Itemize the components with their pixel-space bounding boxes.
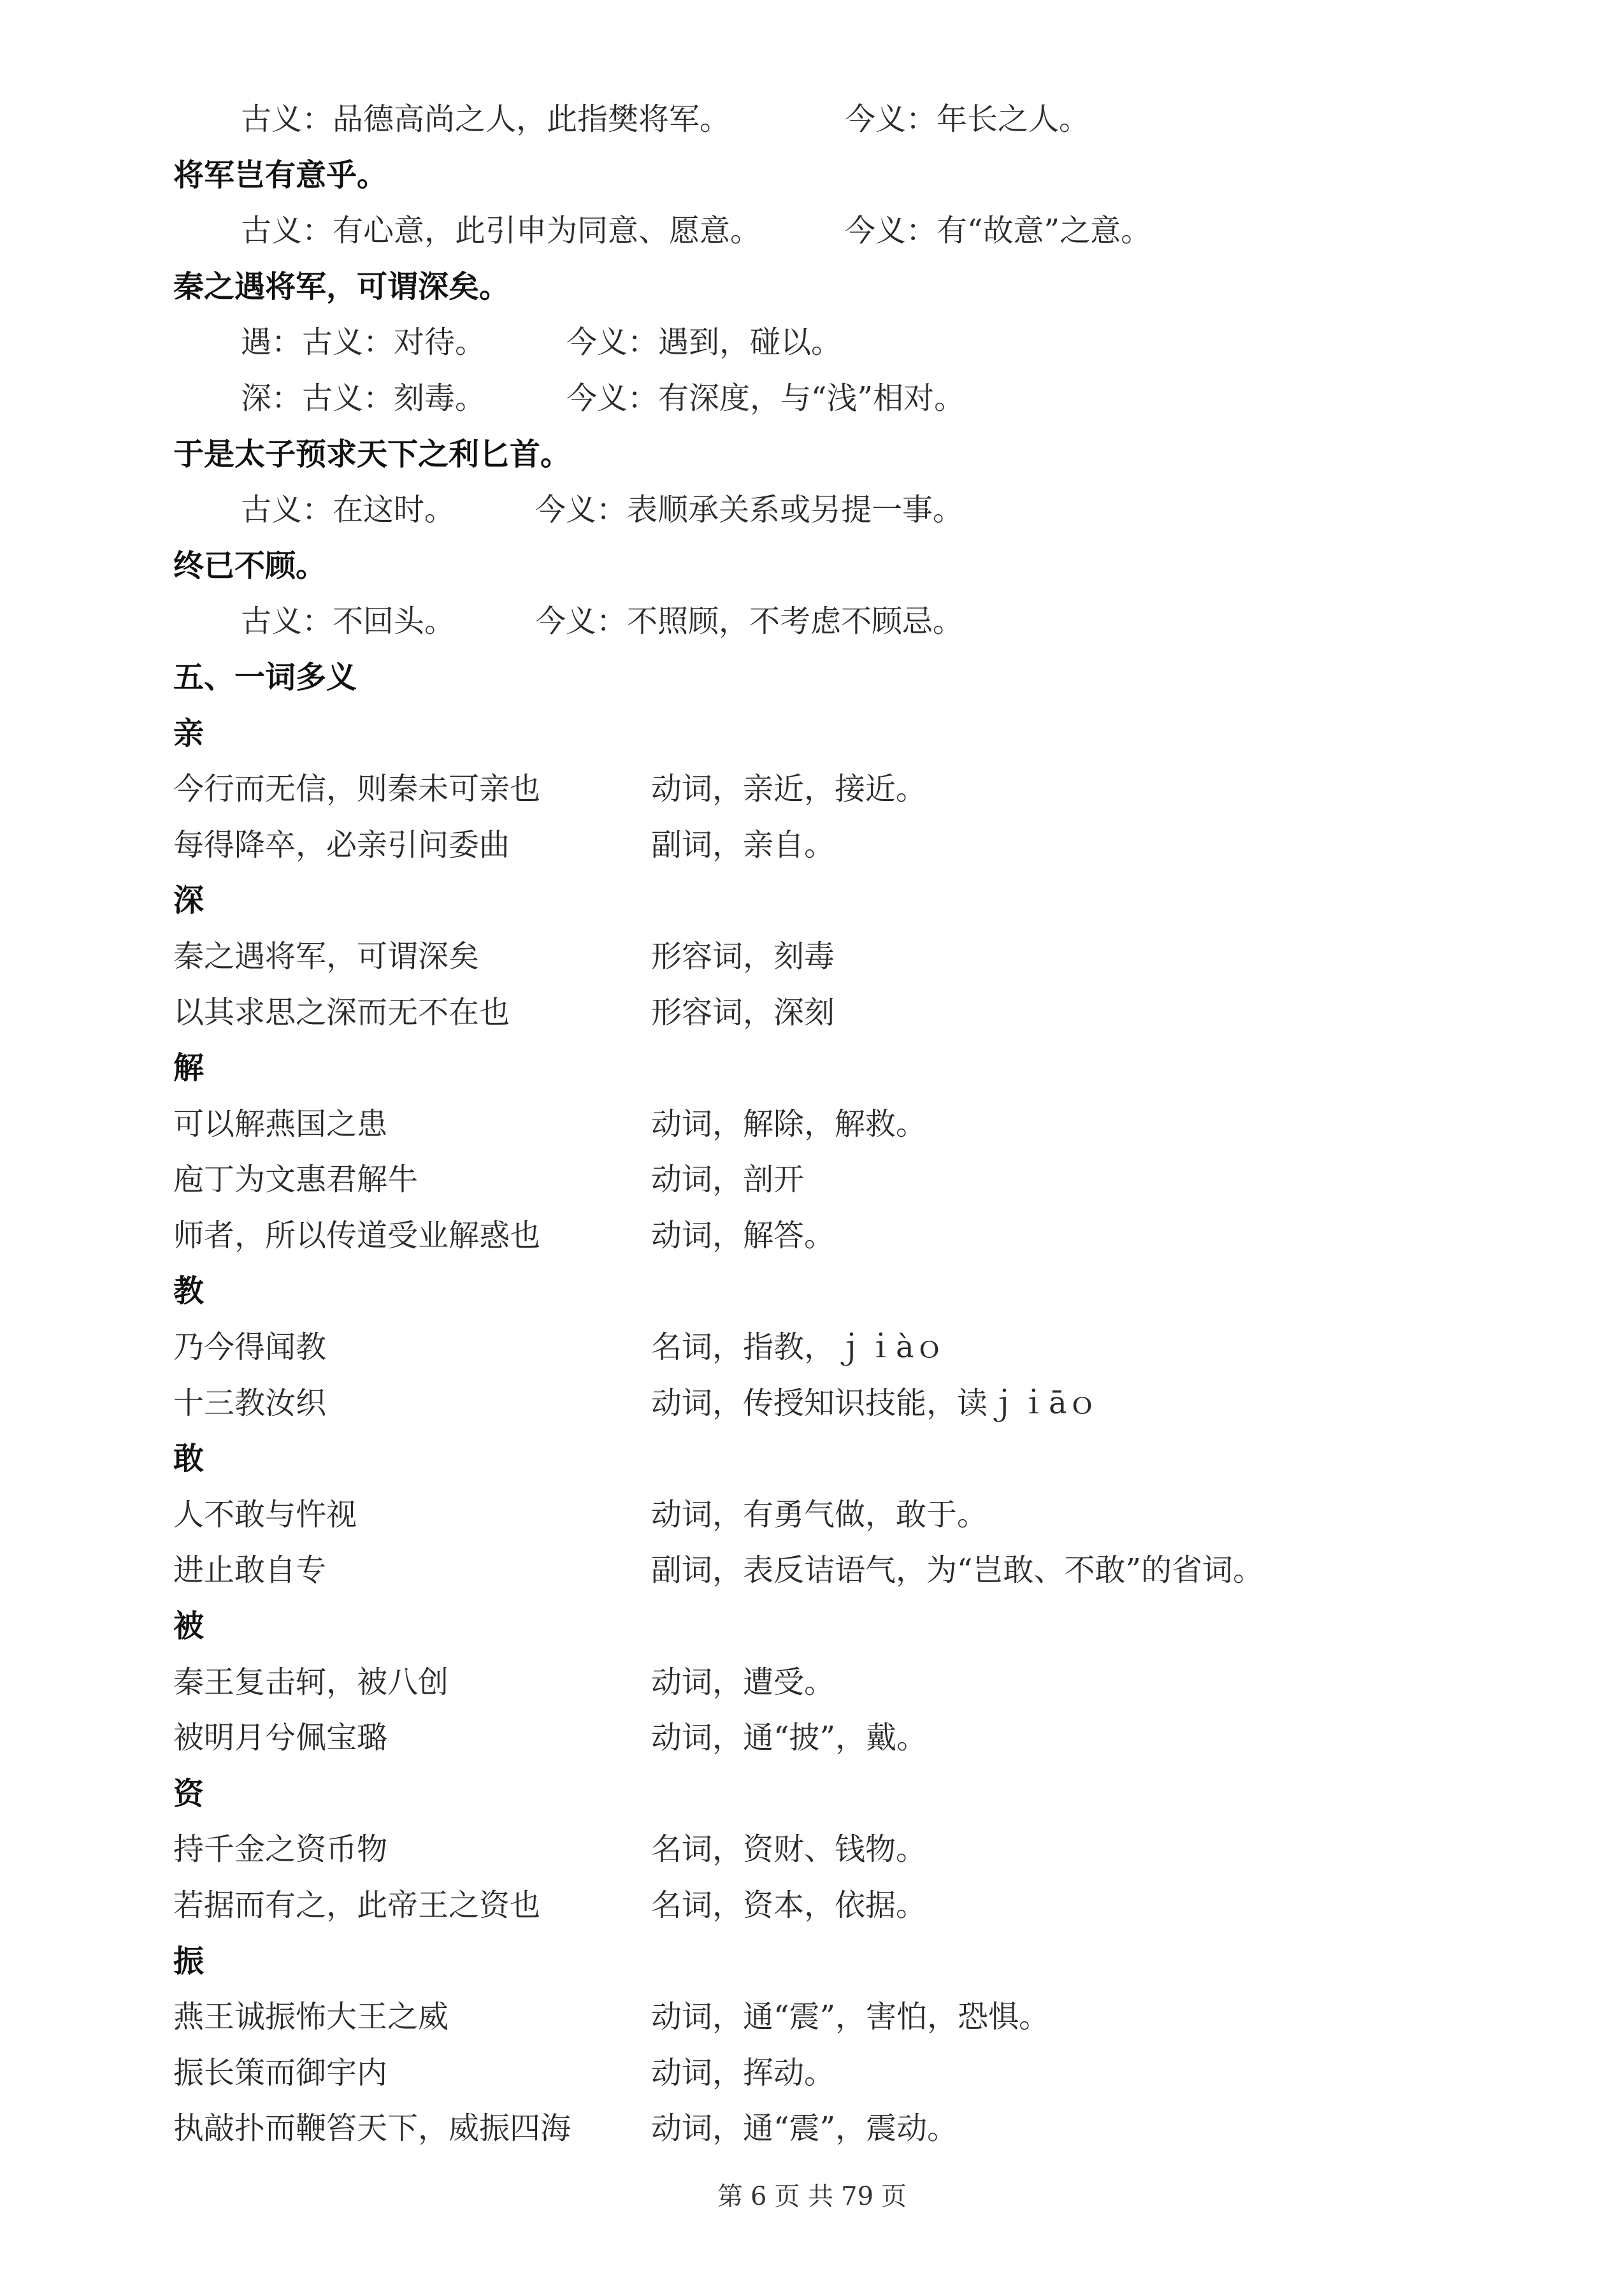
- page-prefix: 第: [717, 2182, 743, 2211]
- polysemy-example: [173, 818, 1511, 874]
- polysemy-example: [173, 1152, 1511, 1208]
- example-meaning: 动词，传授知识技能，读ｊｉāｏ: [651, 1385, 1098, 1421]
- example-meaning: 动词，解除，解救。: [651, 1106, 927, 1142]
- example-meaning: 动词，剖开: [651, 1162, 805, 1198]
- example-meaning: 名词，指教，ｊｉàｏ: [651, 1329, 945, 1366]
- page-mid: 页 共: [774, 2182, 834, 2211]
- example-meaning: 副词，亲自。: [651, 826, 835, 863]
- page-suffix: 页: [881, 2182, 907, 2211]
- polysemy-example: [173, 1376, 1511, 1432]
- polysemy-example: [173, 761, 1511, 818]
- example-meaning: 动词，通“披”，戴。: [651, 1720, 928, 1756]
- ancient-meaning: 古义：不回头。: [241, 603, 456, 640]
- document-page: [173, 92, 1511, 2157]
- example-sentence: 于是太子预求天下之利匕首。: [173, 436, 571, 472]
- example-sentence: 师者，所以传道受业解惑也: [173, 1217, 541, 1253]
- ancient-meaning: 遇：古义：对待。: [241, 324, 486, 361]
- meaning-row: [173, 203, 1511, 259]
- example-sentence: 庖丁为文惠君解牛: [173, 1162, 419, 1198]
- example-sentence: 十三教汝织: [173, 1385, 327, 1421]
- modern-meaning: 今义：有“故意”之意。: [845, 213, 1152, 249]
- example-sentence: 被明月兮佩宝璐: [173, 1720, 388, 1756]
- polysemy-example: [173, 1655, 1511, 1711]
- meaning-row: [173, 315, 1511, 371]
- example-meaning: 名词，资本，依据。: [651, 1887, 927, 1923]
- example-sentence: 每得降卒，必亲引问委曲: [173, 826, 510, 863]
- modern-meaning: 今义：不照顾，不考虑不顾忌。: [535, 603, 964, 640]
- polysemy-example: [173, 1543, 1511, 1599]
- example-meaning: 副词，表反诘语气，为“岂敢、不敢”的省词。: [651, 1552, 1264, 1589]
- example-sentence: 以其求思之深而无不在也: [173, 994, 510, 1030]
- example-sentence: 秦王复击轲，被八创: [173, 1664, 449, 1700]
- section-title: 五、一词多义: [173, 659, 357, 695]
- example-meaning: 形容词，深刻: [651, 994, 835, 1030]
- example-meaning: 动词，挥动。: [651, 2054, 835, 2091]
- polysemy-example: [173, 985, 1511, 1041]
- meaning-row: [173, 92, 1511, 148]
- example-sentence: 若据而有之，此帝王之资也: [173, 1887, 541, 1923]
- ancient-meaning: 古义：品德高尚之人，此指樊将军。: [241, 101, 731, 137]
- example-sentence: 将军岂有意乎。: [173, 157, 388, 193]
- ancient-meaning: 古义：有心意，此引申为同意、愿意。: [241, 213, 761, 249]
- example-meaning: 动词，有勇气做，敢于。: [651, 1496, 988, 1533]
- polysemy-example: [173, 1208, 1511, 1264]
- polysemy-example: [173, 929, 1511, 985]
- polysemy-example: [173, 2045, 1511, 2102]
- polysemy-example: [173, 1710, 1511, 1766]
- polysemy-example: [173, 2101, 1511, 2157]
- example-sentence: 秦之遇将军，可谓深矣: [173, 938, 480, 974]
- polysemy-example: [173, 1097, 1511, 1153]
- example-meaning: 动词，通“震”，震动。: [651, 2110, 958, 2147]
- polysemy-example: [173, 1878, 1511, 1934]
- polysemy-example: [173, 1822, 1511, 1878]
- polysemy-word: 教: [173, 1273, 205, 1309]
- example-sentence: 持千金之资币物: [173, 1831, 388, 1868]
- example-sentence: 乃今得闻教: [173, 1329, 327, 1366]
- page-total: 79: [841, 2182, 874, 2211]
- modern-meaning: 今义：年长之人。: [845, 101, 1090, 137]
- meaning-row: [173, 594, 1511, 650]
- ancient-meaning: 古义：在这时。: [241, 492, 456, 528]
- polysemy-word: 振: [173, 1943, 205, 1979]
- polysemy-word: 资: [173, 1775, 205, 1812]
- page-footer: [0, 2179, 1624, 2214]
- example-sentence: 进止敢自专: [173, 1552, 327, 1589]
- polysemy-word: 深: [173, 883, 205, 919]
- polysemy-word: 解: [173, 1050, 205, 1086]
- modern-meaning: 今义：表顺承关系或另提一事。: [535, 492, 964, 528]
- example-meaning: 名词，资财、钱物。: [651, 1831, 927, 1868]
- example-sentence: 人不敢与忤视: [173, 1496, 357, 1533]
- example-meaning: 动词，遭受。: [651, 1664, 835, 1700]
- meaning-row: [173, 482, 1511, 538]
- polysemy-example: [173, 1989, 1511, 2045]
- example-meaning: 形容词，刻毒: [651, 938, 835, 974]
- ancient-meaning: 深：古义：刻毒。: [241, 380, 486, 416]
- example-sentence: 秦之遇将军，可谓深矣。: [173, 268, 510, 305]
- modern-meaning: 今义：有深度，与“浅”相对。: [566, 380, 965, 416]
- example-meaning: 动词，亲近，接近。: [651, 771, 927, 807]
- example-meaning: 动词，通“震”，害怕，恐惧。: [651, 1999, 1050, 2035]
- example-sentence: 今行而无信，则秦未可亲也: [173, 771, 541, 807]
- example-sentence: 振长策而御宇内: [173, 2054, 388, 2091]
- example-sentence: 可以解燕国之患: [173, 1106, 388, 1142]
- polysemy-example: [173, 1320, 1511, 1376]
- example-sentence: 终已不顾。: [173, 547, 327, 584]
- example-sentence: 执敲扑而鞭笞天下，威振四海: [173, 2110, 571, 2147]
- polysemy-example: [173, 1487, 1511, 1543]
- modern-meaning: 今义：遇到，碰以。: [566, 324, 842, 361]
- polysemy-word: 敢: [173, 1441, 205, 1477]
- polysemy-word: 亲: [173, 715, 205, 751]
- example-sentence: 燕王诚振怖大王之威: [173, 1999, 449, 2035]
- polysemy-word: 被: [173, 1608, 205, 1645]
- meaning-row: [173, 371, 1511, 427]
- example-meaning: 动词，解答。: [651, 1217, 835, 1253]
- page-number: 6: [750, 2182, 767, 2211]
